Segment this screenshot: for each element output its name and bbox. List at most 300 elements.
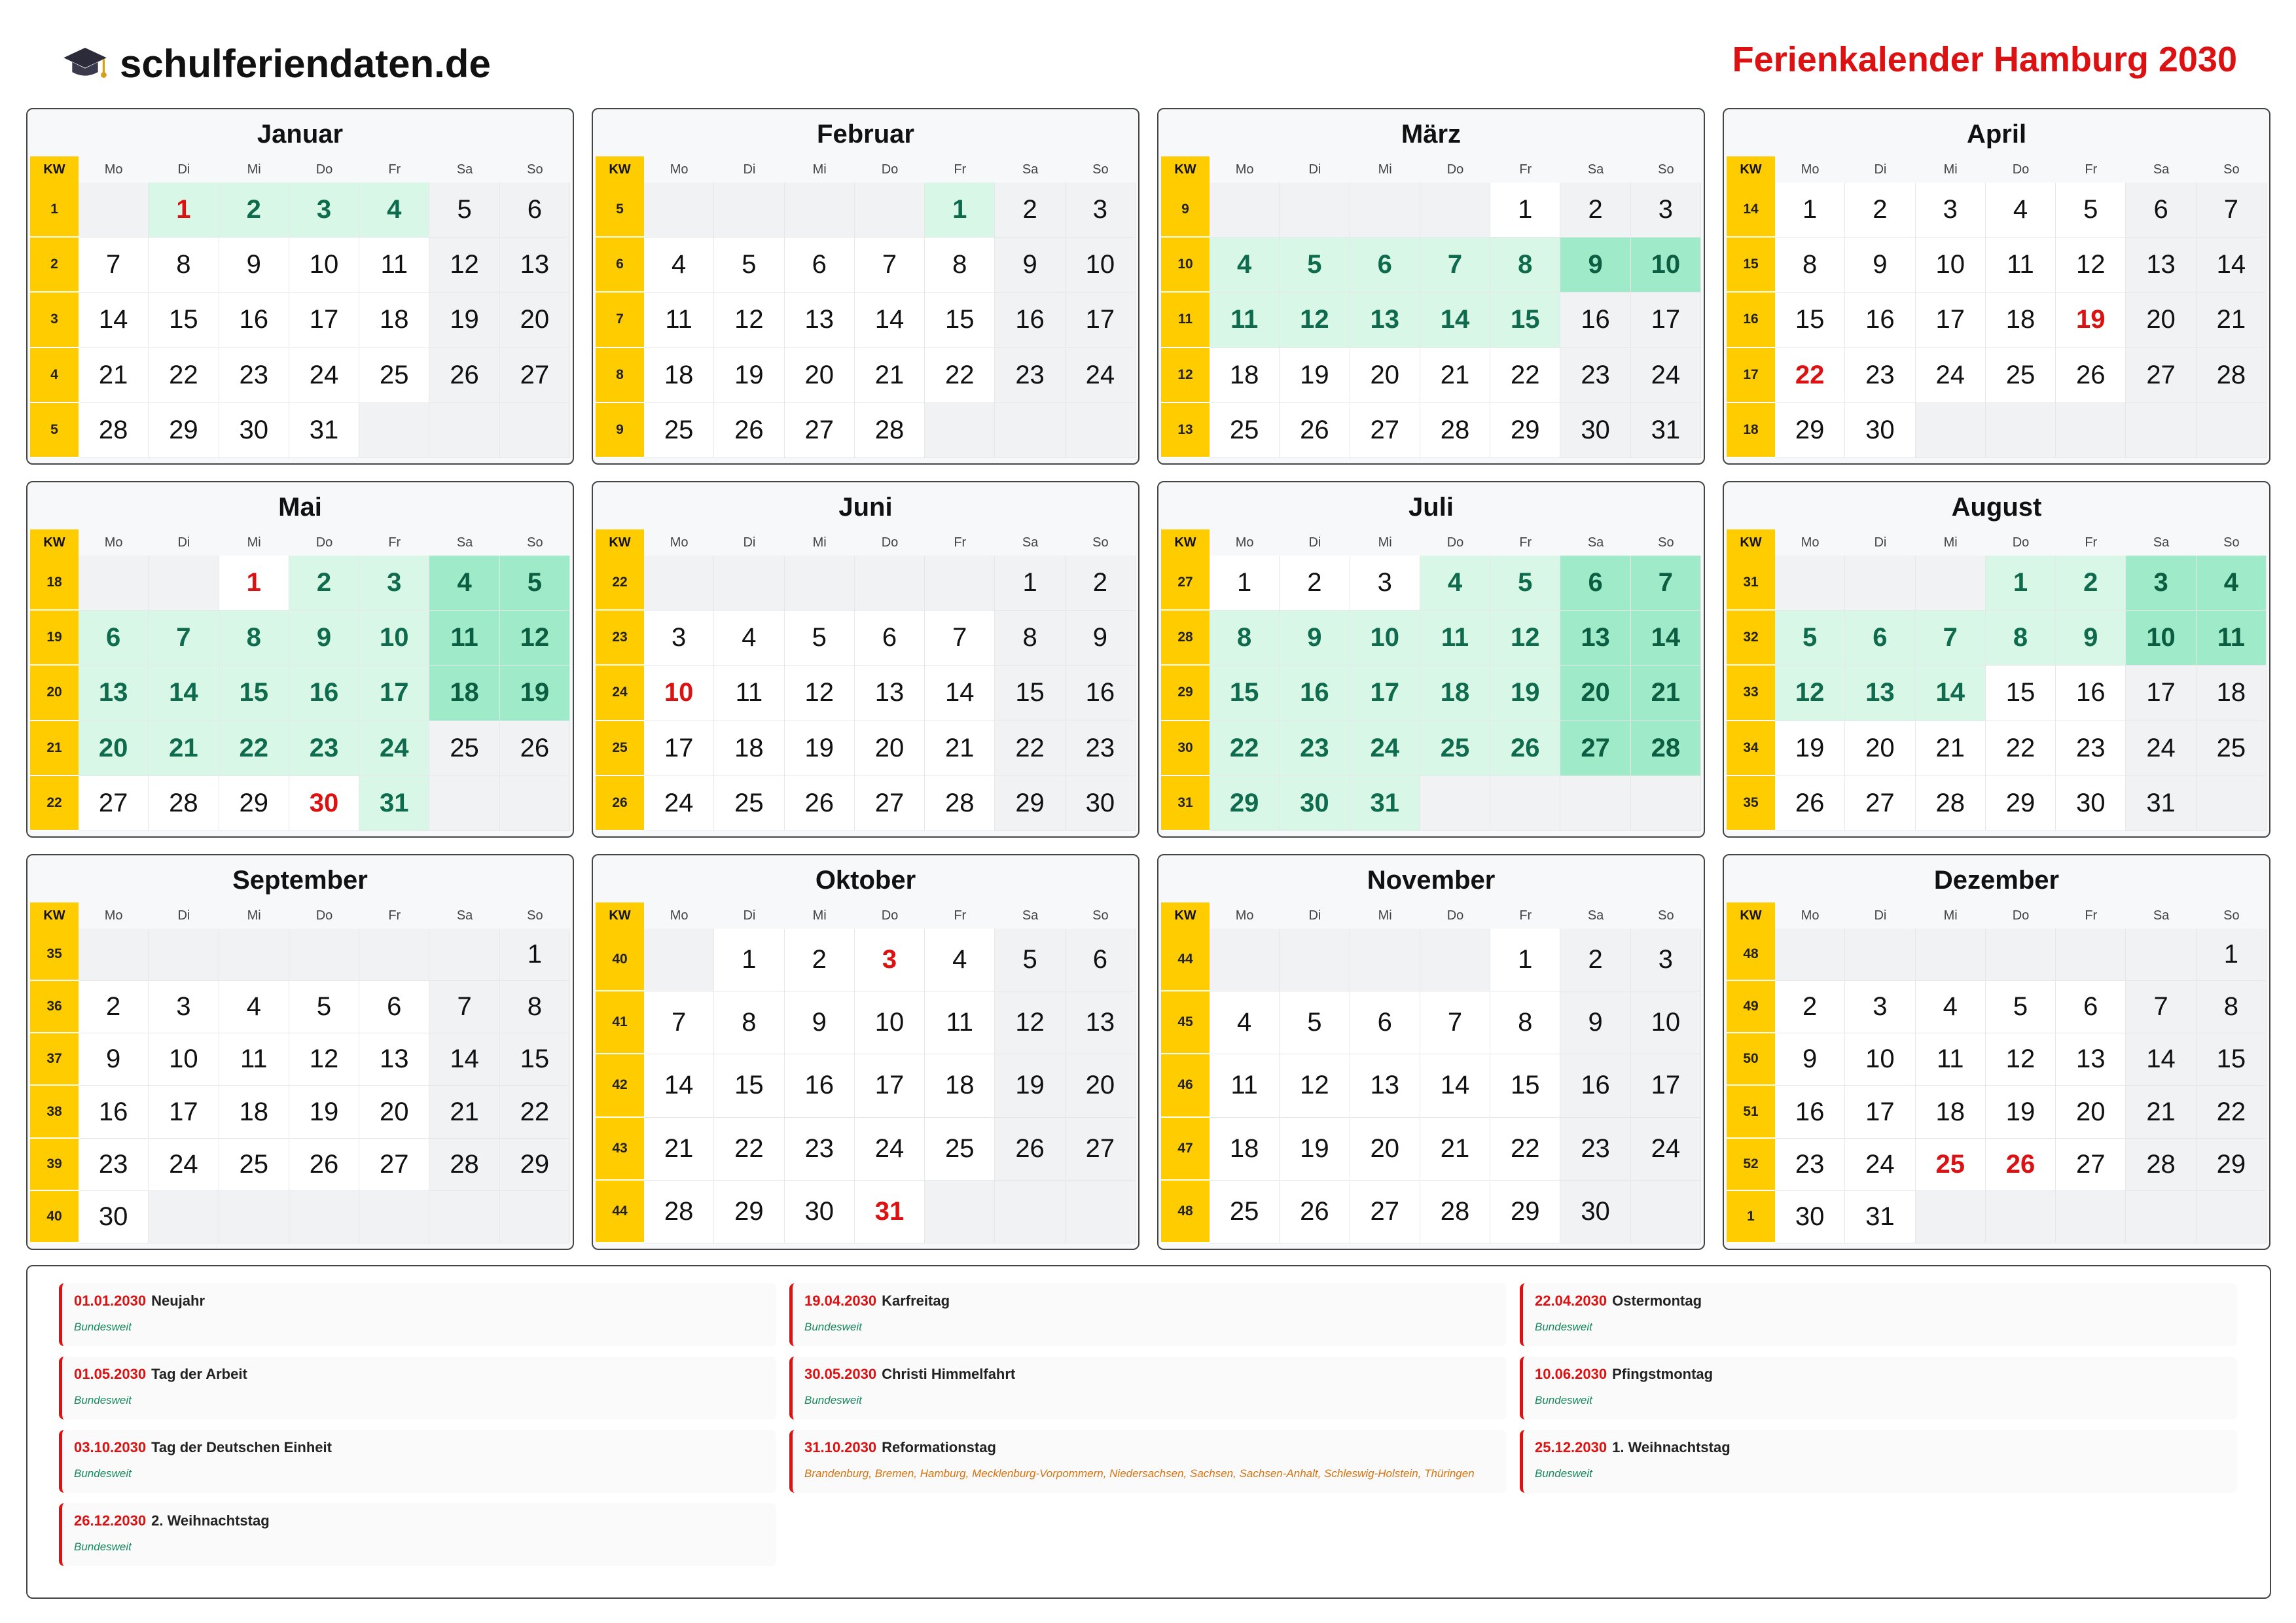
day-cell[interactable]: 23	[1066, 721, 1136, 776]
day-cell[interactable]: 23	[785, 1118, 855, 1181]
day-cell[interactable]: 11	[1420, 611, 1490, 666]
day-cell[interactable]: 26	[1986, 1139, 2056, 1191]
day-cell[interactable]: 30	[1066, 776, 1136, 831]
day-cell[interactable]: 6	[2056, 981, 2126, 1033]
day-cell[interactable]: 4	[1420, 556, 1490, 611]
day-cell[interactable]: 17	[1631, 1054, 1701, 1117]
day-cell[interactable]: 17	[149, 1086, 219, 1138]
day-cell[interactable]: 25	[219, 1139, 289, 1191]
day-cell[interactable]: 13	[359, 1033, 429, 1086]
day-cell[interactable]: 19	[1280, 1118, 1350, 1181]
day-cell[interactable]: 8	[149, 238, 219, 293]
day-cell[interactable]: 9	[1775, 1033, 1845, 1086]
day-cell[interactable]: 5	[1775, 611, 1845, 666]
day-cell[interactable]: 12	[500, 611, 570, 666]
day-cell[interactable]: 25	[2197, 721, 2267, 776]
day-cell[interactable]: 15	[1986, 666, 2056, 721]
day-cell[interactable]: 2	[785, 929, 855, 991]
day-cell[interactable]: 15	[2197, 1033, 2267, 1086]
day-cell[interactable]: 31	[1631, 403, 1701, 458]
day-cell[interactable]: 18	[1420, 666, 1490, 721]
day-cell[interactable]: 6	[1560, 556, 1630, 611]
day-cell[interactable]: 22	[995, 721, 1065, 776]
day-cell[interactable]: 21	[2126, 1086, 2196, 1138]
day-cell[interactable]: 20	[359, 1086, 429, 1138]
day-cell[interactable]: 25	[1916, 1139, 1986, 1191]
day-cell[interactable]: 23	[289, 721, 359, 776]
day-cell[interactable]: 5	[1490, 556, 1560, 611]
day-cell[interactable]: 26	[995, 1118, 1065, 1181]
day-cell[interactable]: 25	[1210, 1181, 1280, 1243]
day-cell[interactable]: 7	[855, 238, 925, 293]
day-cell[interactable]: 28	[149, 776, 219, 831]
day-cell[interactable]: 5	[1986, 981, 2056, 1033]
day-cell[interactable]: 9	[2056, 611, 2126, 666]
day-cell[interactable]: 11	[1210, 293, 1280, 348]
day-cell[interactable]: 9	[995, 238, 1065, 293]
day-cell[interactable]: 12	[289, 1033, 359, 1086]
day-cell[interactable]: 16	[2056, 666, 2126, 721]
day-cell[interactable]: 1	[925, 183, 995, 238]
day-cell[interactable]: 20	[1845, 721, 1915, 776]
day-cell[interactable]: 12	[1986, 1033, 2056, 1086]
day-cell[interactable]: 26	[500, 721, 570, 776]
day-cell[interactable]: 8	[995, 611, 1065, 666]
day-cell[interactable]: 14	[1420, 1054, 1490, 1117]
day-cell[interactable]: 19	[995, 1054, 1065, 1117]
day-cell[interactable]: 6	[1066, 929, 1136, 991]
day-cell[interactable]: 11	[219, 1033, 289, 1086]
day-cell[interactable]: 8	[1210, 611, 1280, 666]
day-cell[interactable]: 17	[644, 721, 714, 776]
day-cell[interactable]: 18	[429, 666, 499, 721]
day-cell[interactable]: 11	[1916, 1033, 1986, 1086]
day-cell[interactable]: 30	[1560, 403, 1630, 458]
day-cell[interactable]: 13	[79, 666, 149, 721]
day-cell[interactable]: 14	[1420, 293, 1490, 348]
day-cell[interactable]: 16	[1066, 666, 1136, 721]
day-cell[interactable]: 20	[1560, 666, 1630, 721]
day-cell[interactable]: 19	[500, 666, 570, 721]
day-cell[interactable]: 20	[1350, 348, 1420, 403]
day-cell[interactable]: 12	[1280, 1054, 1350, 1117]
day-cell[interactable]: 16	[1560, 293, 1630, 348]
day-cell[interactable]: 9	[289, 611, 359, 666]
day-cell[interactable]: 26	[1490, 721, 1560, 776]
day-cell[interactable]: 5	[500, 556, 570, 611]
day-cell[interactable]: 27	[2056, 1139, 2126, 1191]
day-cell[interactable]: 24	[149, 1139, 219, 1191]
day-cell[interactable]: 20	[2126, 293, 2196, 348]
day-cell[interactable]: 13	[500, 238, 570, 293]
day-cell[interactable]: 12	[714, 293, 784, 348]
day-cell[interactable]: 10	[855, 991, 925, 1054]
day-cell[interactable]: 22	[1775, 348, 1845, 403]
day-cell[interactable]: 17	[1631, 293, 1701, 348]
day-cell[interactable]: 17	[289, 293, 359, 348]
day-cell[interactable]: 11	[644, 293, 714, 348]
day-cell[interactable]: 17	[359, 666, 429, 721]
day-cell[interactable]: 20	[2056, 1086, 2126, 1138]
day-cell[interactable]: 1	[995, 556, 1065, 611]
day-cell[interactable]: 6	[1845, 611, 1915, 666]
day-cell[interactable]: 8	[714, 991, 784, 1054]
day-cell[interactable]: 5	[1280, 238, 1350, 293]
day-cell[interactable]: 11	[714, 666, 784, 721]
day-cell[interactable]: 18	[1210, 1118, 1280, 1181]
day-cell[interactable]: 22	[1210, 721, 1280, 776]
day-cell[interactable]: 4	[359, 183, 429, 238]
day-cell[interactable]: 1	[1490, 183, 1560, 238]
day-cell[interactable]: 26	[1775, 776, 1845, 831]
day-cell[interactable]: 28	[2197, 348, 2267, 403]
day-cell[interactable]: 28	[1631, 721, 1701, 776]
day-cell[interactable]: 10	[1350, 611, 1420, 666]
day-cell[interactable]: 14	[925, 666, 995, 721]
day-cell[interactable]: 21	[149, 721, 219, 776]
day-cell[interactable]: 24	[1631, 1118, 1701, 1181]
day-cell[interactable]: 27	[79, 776, 149, 831]
day-cell[interactable]: 7	[1420, 991, 1490, 1054]
day-cell[interactable]: 22	[714, 1118, 784, 1181]
day-cell[interactable]: 19	[1775, 721, 1845, 776]
day-cell[interactable]: 19	[2056, 293, 2126, 348]
day-cell[interactable]: 24	[2126, 721, 2196, 776]
day-cell[interactable]: 30	[219, 403, 289, 458]
day-cell[interactable]: 13	[1066, 991, 1136, 1054]
day-cell[interactable]: 12	[785, 666, 855, 721]
day-cell[interactable]: 29	[500, 1139, 570, 1191]
day-cell[interactable]: 29	[149, 403, 219, 458]
day-cell[interactable]: 31	[855, 1181, 925, 1243]
day-cell[interactable]: 18	[359, 293, 429, 348]
day-cell[interactable]: 19	[1986, 1086, 2056, 1138]
day-cell[interactable]: 17	[1845, 1086, 1915, 1138]
day-cell[interactable]: 16	[1845, 293, 1915, 348]
day-cell[interactable]: 1	[1986, 556, 2056, 611]
day-cell[interactable]: 30	[289, 776, 359, 831]
day-cell[interactable]: 13	[1350, 293, 1420, 348]
day-cell[interactable]: 8	[219, 611, 289, 666]
day-cell[interactable]: 6	[785, 238, 855, 293]
day-cell[interactable]: 27	[785, 403, 855, 458]
day-cell[interactable]: 25	[1986, 348, 2056, 403]
day-cell[interactable]: 30	[1775, 1191, 1845, 1243]
day-cell[interactable]: 26	[714, 403, 784, 458]
day-cell[interactable]: 21	[429, 1086, 499, 1138]
day-cell[interactable]: 19	[785, 721, 855, 776]
day-cell[interactable]: 12	[1490, 611, 1560, 666]
day-cell[interactable]: 11	[925, 991, 995, 1054]
day-cell[interactable]: 30	[1560, 1181, 1630, 1243]
day-cell[interactable]: 21	[1631, 666, 1701, 721]
day-cell[interactable]: 3	[644, 611, 714, 666]
day-cell[interactable]: 9	[1845, 238, 1915, 293]
day-cell[interactable]: 5	[995, 929, 1065, 991]
day-cell[interactable]: 25	[644, 403, 714, 458]
day-cell[interactable]: 4	[714, 611, 784, 666]
day-cell[interactable]: 19	[714, 348, 784, 403]
day-cell[interactable]: 21	[1420, 1118, 1490, 1181]
day-cell[interactable]: 2	[1845, 183, 1915, 238]
day-cell[interactable]: 9	[785, 991, 855, 1054]
day-cell[interactable]: 23	[1280, 721, 1350, 776]
day-cell[interactable]: 27	[1350, 403, 1420, 458]
day-cell[interactable]: 15	[925, 293, 995, 348]
day-cell[interactable]: 20	[1066, 1054, 1136, 1117]
day-cell[interactable]: 20	[855, 721, 925, 776]
day-cell[interactable]: 15	[1490, 293, 1560, 348]
day-cell[interactable]: 5	[1280, 991, 1350, 1054]
day-cell[interactable]: 10	[644, 666, 714, 721]
day-cell[interactable]: 4	[1986, 183, 2056, 238]
day-cell[interactable]: 19	[1490, 666, 1560, 721]
day-cell[interactable]: 26	[1280, 1181, 1350, 1243]
day-cell[interactable]: 1	[149, 183, 219, 238]
day-cell[interactable]: 22	[500, 1086, 570, 1138]
day-cell[interactable]: 3	[855, 929, 925, 991]
day-cell[interactable]: 11	[429, 611, 499, 666]
day-cell[interactable]: 9	[1280, 611, 1350, 666]
day-cell[interactable]: 6	[79, 611, 149, 666]
day-cell[interactable]: 27	[1350, 1181, 1420, 1243]
day-cell[interactable]: 23	[1560, 348, 1630, 403]
day-cell[interactable]: 1	[1490, 929, 1560, 991]
day-cell[interactable]: 14	[79, 293, 149, 348]
day-cell[interactable]: 22	[1490, 1118, 1560, 1181]
day-cell[interactable]: 3	[1845, 981, 1915, 1033]
day-cell[interactable]: 7	[1420, 238, 1490, 293]
day-cell[interactable]: 9	[1560, 238, 1630, 293]
day-cell[interactable]: 8	[2197, 981, 2267, 1033]
day-cell[interactable]: 2	[1560, 929, 1630, 991]
day-cell[interactable]: 6	[1350, 991, 1420, 1054]
day-cell[interactable]: 6	[1350, 238, 1420, 293]
day-cell[interactable]: 15	[1210, 666, 1280, 721]
day-cell[interactable]: 4	[1210, 238, 1280, 293]
day-cell[interactable]: 31	[289, 403, 359, 458]
day-cell[interactable]: 19	[1280, 348, 1350, 403]
day-cell[interactable]: 24	[855, 1118, 925, 1181]
day-cell[interactable]: 3	[289, 183, 359, 238]
day-cell[interactable]: 29	[1490, 403, 1560, 458]
day-cell[interactable]: 29	[1210, 776, 1280, 831]
day-cell[interactable]: 24	[1066, 348, 1136, 403]
day-cell[interactable]: 4	[429, 556, 499, 611]
day-cell[interactable]: 27	[500, 348, 570, 403]
day-cell[interactable]: 9	[1560, 991, 1630, 1054]
day-cell[interactable]: 3	[1916, 183, 1986, 238]
day-cell[interactable]: 1	[1210, 556, 1280, 611]
day-cell[interactable]: 10	[149, 1033, 219, 1086]
day-cell[interactable]: 3	[359, 556, 429, 611]
day-cell[interactable]: 23	[1845, 348, 1915, 403]
day-cell[interactable]: 3	[1066, 183, 1136, 238]
day-cell[interactable]: 2	[1560, 183, 1630, 238]
day-cell[interactable]: 6	[500, 183, 570, 238]
day-cell[interactable]: 27	[1066, 1118, 1136, 1181]
day-cell[interactable]: 27	[855, 776, 925, 831]
day-cell[interactable]: 14	[1631, 611, 1701, 666]
day-cell[interactable]: 21	[2197, 293, 2267, 348]
day-cell[interactable]: 3	[1631, 183, 1701, 238]
day-cell[interactable]: 18	[2197, 666, 2267, 721]
day-cell[interactable]: 31	[2126, 776, 2196, 831]
day-cell[interactable]: 15	[1490, 1054, 1560, 1117]
day-cell[interactable]: 5	[429, 183, 499, 238]
day-cell[interactable]: 31	[1350, 776, 1420, 831]
day-cell[interactable]: 7	[149, 611, 219, 666]
day-cell[interactable]: 23	[1775, 1139, 1845, 1191]
day-cell[interactable]: 12	[2056, 238, 2126, 293]
day-cell[interactable]: 25	[1210, 403, 1280, 458]
day-cell[interactable]: 4	[2197, 556, 2267, 611]
day-cell[interactable]: 5	[785, 611, 855, 666]
day-cell[interactable]: 9	[1066, 611, 1136, 666]
day-cell[interactable]: 12	[1775, 666, 1845, 721]
day-cell[interactable]: 30	[785, 1181, 855, 1243]
day-cell[interactable]: 26	[289, 1139, 359, 1191]
day-cell[interactable]: 28	[1420, 1181, 1490, 1243]
day-cell[interactable]: 8	[1986, 611, 2056, 666]
day-cell[interactable]: 6	[359, 981, 429, 1033]
day-cell[interactable]: 27	[359, 1139, 429, 1191]
day-cell[interactable]: 14	[1916, 666, 1986, 721]
day-cell[interactable]: 6	[2126, 183, 2196, 238]
day-cell[interactable]: 24	[289, 348, 359, 403]
day-cell[interactable]: 17	[1066, 293, 1136, 348]
day-cell[interactable]: 2	[289, 556, 359, 611]
day-cell[interactable]: 27	[2126, 348, 2196, 403]
day-cell[interactable]: 17	[1916, 293, 1986, 348]
day-cell[interactable]: 10	[1916, 238, 1986, 293]
day-cell[interactable]: 15	[219, 666, 289, 721]
day-cell[interactable]: 6	[855, 611, 925, 666]
day-cell[interactable]: 26	[2056, 348, 2126, 403]
day-cell[interactable]: 24	[359, 721, 429, 776]
day-cell[interactable]: 2	[1775, 981, 1845, 1033]
day-cell[interactable]: 16	[219, 293, 289, 348]
day-cell[interactable]: 26	[1280, 403, 1350, 458]
day-cell[interactable]: 5	[2056, 183, 2126, 238]
day-cell[interactable]: 28	[855, 403, 925, 458]
day-cell[interactable]: 16	[79, 1086, 149, 1138]
day-cell[interactable]: 23	[1560, 1118, 1630, 1181]
day-cell[interactable]: 13	[855, 666, 925, 721]
day-cell[interactable]: 18	[1986, 293, 2056, 348]
day-cell[interactable]: 7	[429, 981, 499, 1033]
day-cell[interactable]: 16	[1775, 1086, 1845, 1138]
day-cell[interactable]: 21	[855, 348, 925, 403]
day-cell[interactable]: 20	[785, 348, 855, 403]
day-cell[interactable]: 29	[2197, 1139, 2267, 1191]
day-cell[interactable]: 29	[995, 776, 1065, 831]
day-cell[interactable]: 22	[149, 348, 219, 403]
day-cell[interactable]: 10	[1066, 238, 1136, 293]
day-cell[interactable]: 16	[785, 1054, 855, 1117]
day-cell[interactable]: 17	[2126, 666, 2196, 721]
day-cell[interactable]: 23	[2056, 721, 2126, 776]
day-cell[interactable]: 11	[359, 238, 429, 293]
day-cell[interactable]: 7	[925, 611, 995, 666]
day-cell[interactable]: 11	[1210, 1054, 1280, 1117]
day-cell[interactable]: 23	[79, 1139, 149, 1191]
day-cell[interactable]: 24	[1916, 348, 1986, 403]
day-cell[interactable]: 17	[1350, 666, 1420, 721]
day-cell[interactable]: 2	[219, 183, 289, 238]
day-cell[interactable]: 25	[714, 776, 784, 831]
day-cell[interactable]: 10	[2126, 611, 2196, 666]
day-cell[interactable]: 10	[1631, 991, 1701, 1054]
day-cell[interactable]: 7	[2197, 183, 2267, 238]
day-cell[interactable]: 15	[995, 666, 1065, 721]
day-cell[interactable]: 2	[79, 981, 149, 1033]
day-cell[interactable]: 7	[644, 991, 714, 1054]
day-cell[interactable]: 27	[1845, 776, 1915, 831]
day-cell[interactable]: 28	[925, 776, 995, 831]
day-cell[interactable]: 25	[1420, 721, 1490, 776]
day-cell[interactable]: 4	[219, 981, 289, 1033]
day-cell[interactable]: 15	[714, 1054, 784, 1117]
day-cell[interactable]: 11	[2197, 611, 2267, 666]
day-cell[interactable]: 5	[714, 238, 784, 293]
day-cell[interactable]: 13	[1845, 666, 1915, 721]
day-cell[interactable]: 12	[1280, 293, 1350, 348]
day-cell[interactable]: 15	[1775, 293, 1845, 348]
day-cell[interactable]: 2	[1280, 556, 1350, 611]
day-cell[interactable]: 22	[2197, 1086, 2267, 1138]
day-cell[interactable]: 3	[2126, 556, 2196, 611]
day-cell[interactable]: 19	[429, 293, 499, 348]
day-cell[interactable]: 13	[2126, 238, 2196, 293]
day-cell[interactable]: 25	[925, 1118, 995, 1181]
day-cell[interactable]: 14	[149, 666, 219, 721]
day-cell[interactable]: 2	[995, 183, 1065, 238]
day-cell[interactable]: 10	[1845, 1033, 1915, 1086]
day-cell[interactable]: 18	[644, 348, 714, 403]
day-cell[interactable]: 14	[429, 1033, 499, 1086]
day-cell[interactable]: 27	[1560, 721, 1630, 776]
day-cell[interactable]: 1	[219, 556, 289, 611]
day-cell[interactable]: 21	[925, 721, 995, 776]
day-cell[interactable]: 12	[429, 238, 499, 293]
day-cell[interactable]: 26	[429, 348, 499, 403]
day-cell[interactable]: 25	[359, 348, 429, 403]
day-cell[interactable]: 4	[644, 238, 714, 293]
day-cell[interactable]: 16	[1560, 1054, 1630, 1117]
day-cell[interactable]: 13	[1560, 611, 1630, 666]
day-cell[interactable]: 18	[925, 1054, 995, 1117]
day-cell[interactable]: 7	[2126, 981, 2196, 1033]
day-cell[interactable]: 28	[1916, 776, 1986, 831]
day-cell[interactable]: 14	[644, 1054, 714, 1117]
day-cell[interactable]: 7	[79, 238, 149, 293]
day-cell[interactable]: 10	[359, 611, 429, 666]
day-cell[interactable]: 1	[500, 929, 570, 981]
day-cell[interactable]: 2	[2056, 556, 2126, 611]
day-cell[interactable]: 8	[925, 238, 995, 293]
day-cell[interactable]: 28	[1420, 403, 1490, 458]
day-cell[interactable]: 14	[855, 293, 925, 348]
day-cell[interactable]: 14	[2197, 238, 2267, 293]
day-cell[interactable]: 30	[1845, 403, 1915, 458]
day-cell[interactable]: 21	[1420, 348, 1490, 403]
day-cell[interactable]: 3	[1350, 556, 1420, 611]
day-cell[interactable]: 13	[1350, 1054, 1420, 1117]
day-cell[interactable]: 23	[219, 348, 289, 403]
day-cell[interactable]: 4	[1916, 981, 1986, 1033]
day-cell[interactable]: 7	[1631, 556, 1701, 611]
